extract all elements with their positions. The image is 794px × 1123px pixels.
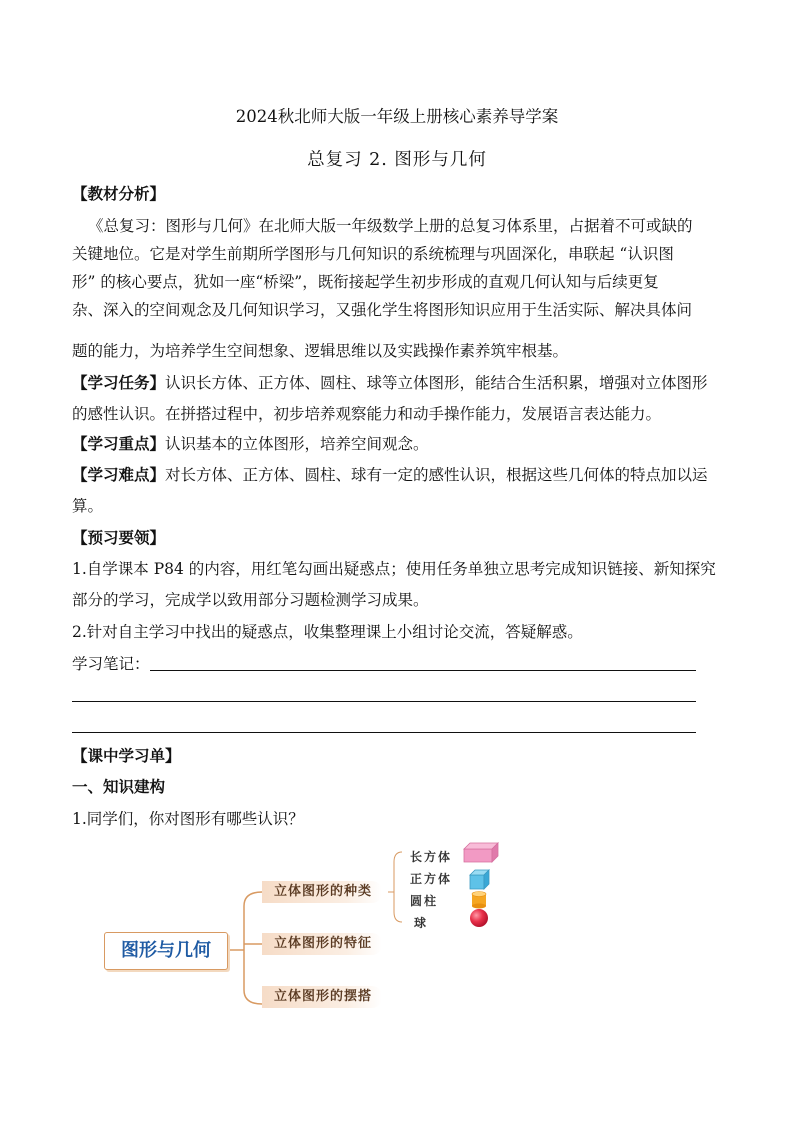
difficulty-text-1: 对长方体、正方体、圆柱、球有一定的感性认识，根据这些几何体的特点加以运 xyxy=(165,466,708,484)
section-knowledge: 一、知识建构 xyxy=(72,777,166,796)
analysis-line-1: 《总复习：图形与几何》在北师大版一年级数学上册的总复习体系里，占据着不可或缺的 xyxy=(88,217,693,235)
task-line-2: 的感性认识。在拼搭过程中，初步培养观察能力和动手操作能力，发展语言表达能力。 xyxy=(72,405,662,423)
document-title: 2024秋北师大版一年级上册核心素养导学案 xyxy=(235,107,559,126)
focus-text: 认识基本的立体图形，培养空间观念。 xyxy=(165,435,429,453)
cube-icon xyxy=(470,870,489,889)
analysis-line-5: 题的能力，为培养学生空间想象、逻辑思维以及实践操作素养筑牢根基。 xyxy=(72,342,569,360)
cylinder-icon xyxy=(472,892,486,909)
mindmap-branch-assembly: 立体图形的摆搭 xyxy=(262,986,382,1008)
difficulty-line-2: 算。 xyxy=(72,497,104,515)
preview-heading: 【预习要领】 xyxy=(72,528,166,547)
document-subtitle: 总复习 2. 图形与几何 xyxy=(307,150,487,170)
difficulty-heading: 【学习难点】 xyxy=(72,465,166,484)
mindmap-branch-types: 立体图形的种类 xyxy=(262,881,382,903)
mindmap-branch-features: 立体图形的特征 xyxy=(262,933,382,955)
shape-label-sphere: 球 xyxy=(414,916,429,930)
question-1: 1.同学们，你对图形有哪些认识？ xyxy=(72,810,304,828)
shape-icons xyxy=(462,840,502,930)
shape-label-cube: 正方体 xyxy=(410,872,453,886)
shape-label-cuboid: 长方体 xyxy=(410,850,453,864)
cuboid-icon xyxy=(464,843,498,862)
task-heading: 【学习任务】 xyxy=(72,373,166,392)
analysis-line-4: 杂、深入的空间观念及几何知识学习，又强化学生将图形知识应用于生活实际、解决具体问 xyxy=(72,301,693,319)
focus-heading: 【学习重点】 xyxy=(72,434,166,453)
preview-item2: 2.针对自主学习中找出的疑惑点，收集整理课上小组讨论交流，答疑解惑。 xyxy=(72,623,583,641)
mindmap-root: 图形与几何 xyxy=(104,932,228,970)
notes-label: 学习笔记： xyxy=(72,655,150,673)
shape-label-cylinder: 圆柱 xyxy=(410,894,439,908)
preview-item1-line2: 部分的学习，完成学以致用部分习题检测学习成果。 xyxy=(72,591,429,609)
task-text-1: 认识长方体、正方体、圆柱、球等立体图形，能结合生活积累，增强对立体图形 xyxy=(165,374,708,392)
classwork-heading: 【课中学习单】 xyxy=(72,746,181,765)
preview-item1-line1: 1.自学课本 P84 的内容，用红笔勾画出疑惑点；使用任务单独立思考完成知识链接、新知探究 xyxy=(72,560,716,578)
analysis-heading: 【教材分析】 xyxy=(72,184,166,203)
sphere-icon xyxy=(470,909,488,927)
analysis-line-2: 关键地位。它是对学生前期所学图形与几何知识的系统梳理与巩固深化，串联起 “认识图 xyxy=(72,245,674,263)
analysis-line-3: 形” 的核心要点，犹如一座“桥梁”，既衔接起学生初步形成的直观几何认知与后续更复 xyxy=(72,273,659,291)
